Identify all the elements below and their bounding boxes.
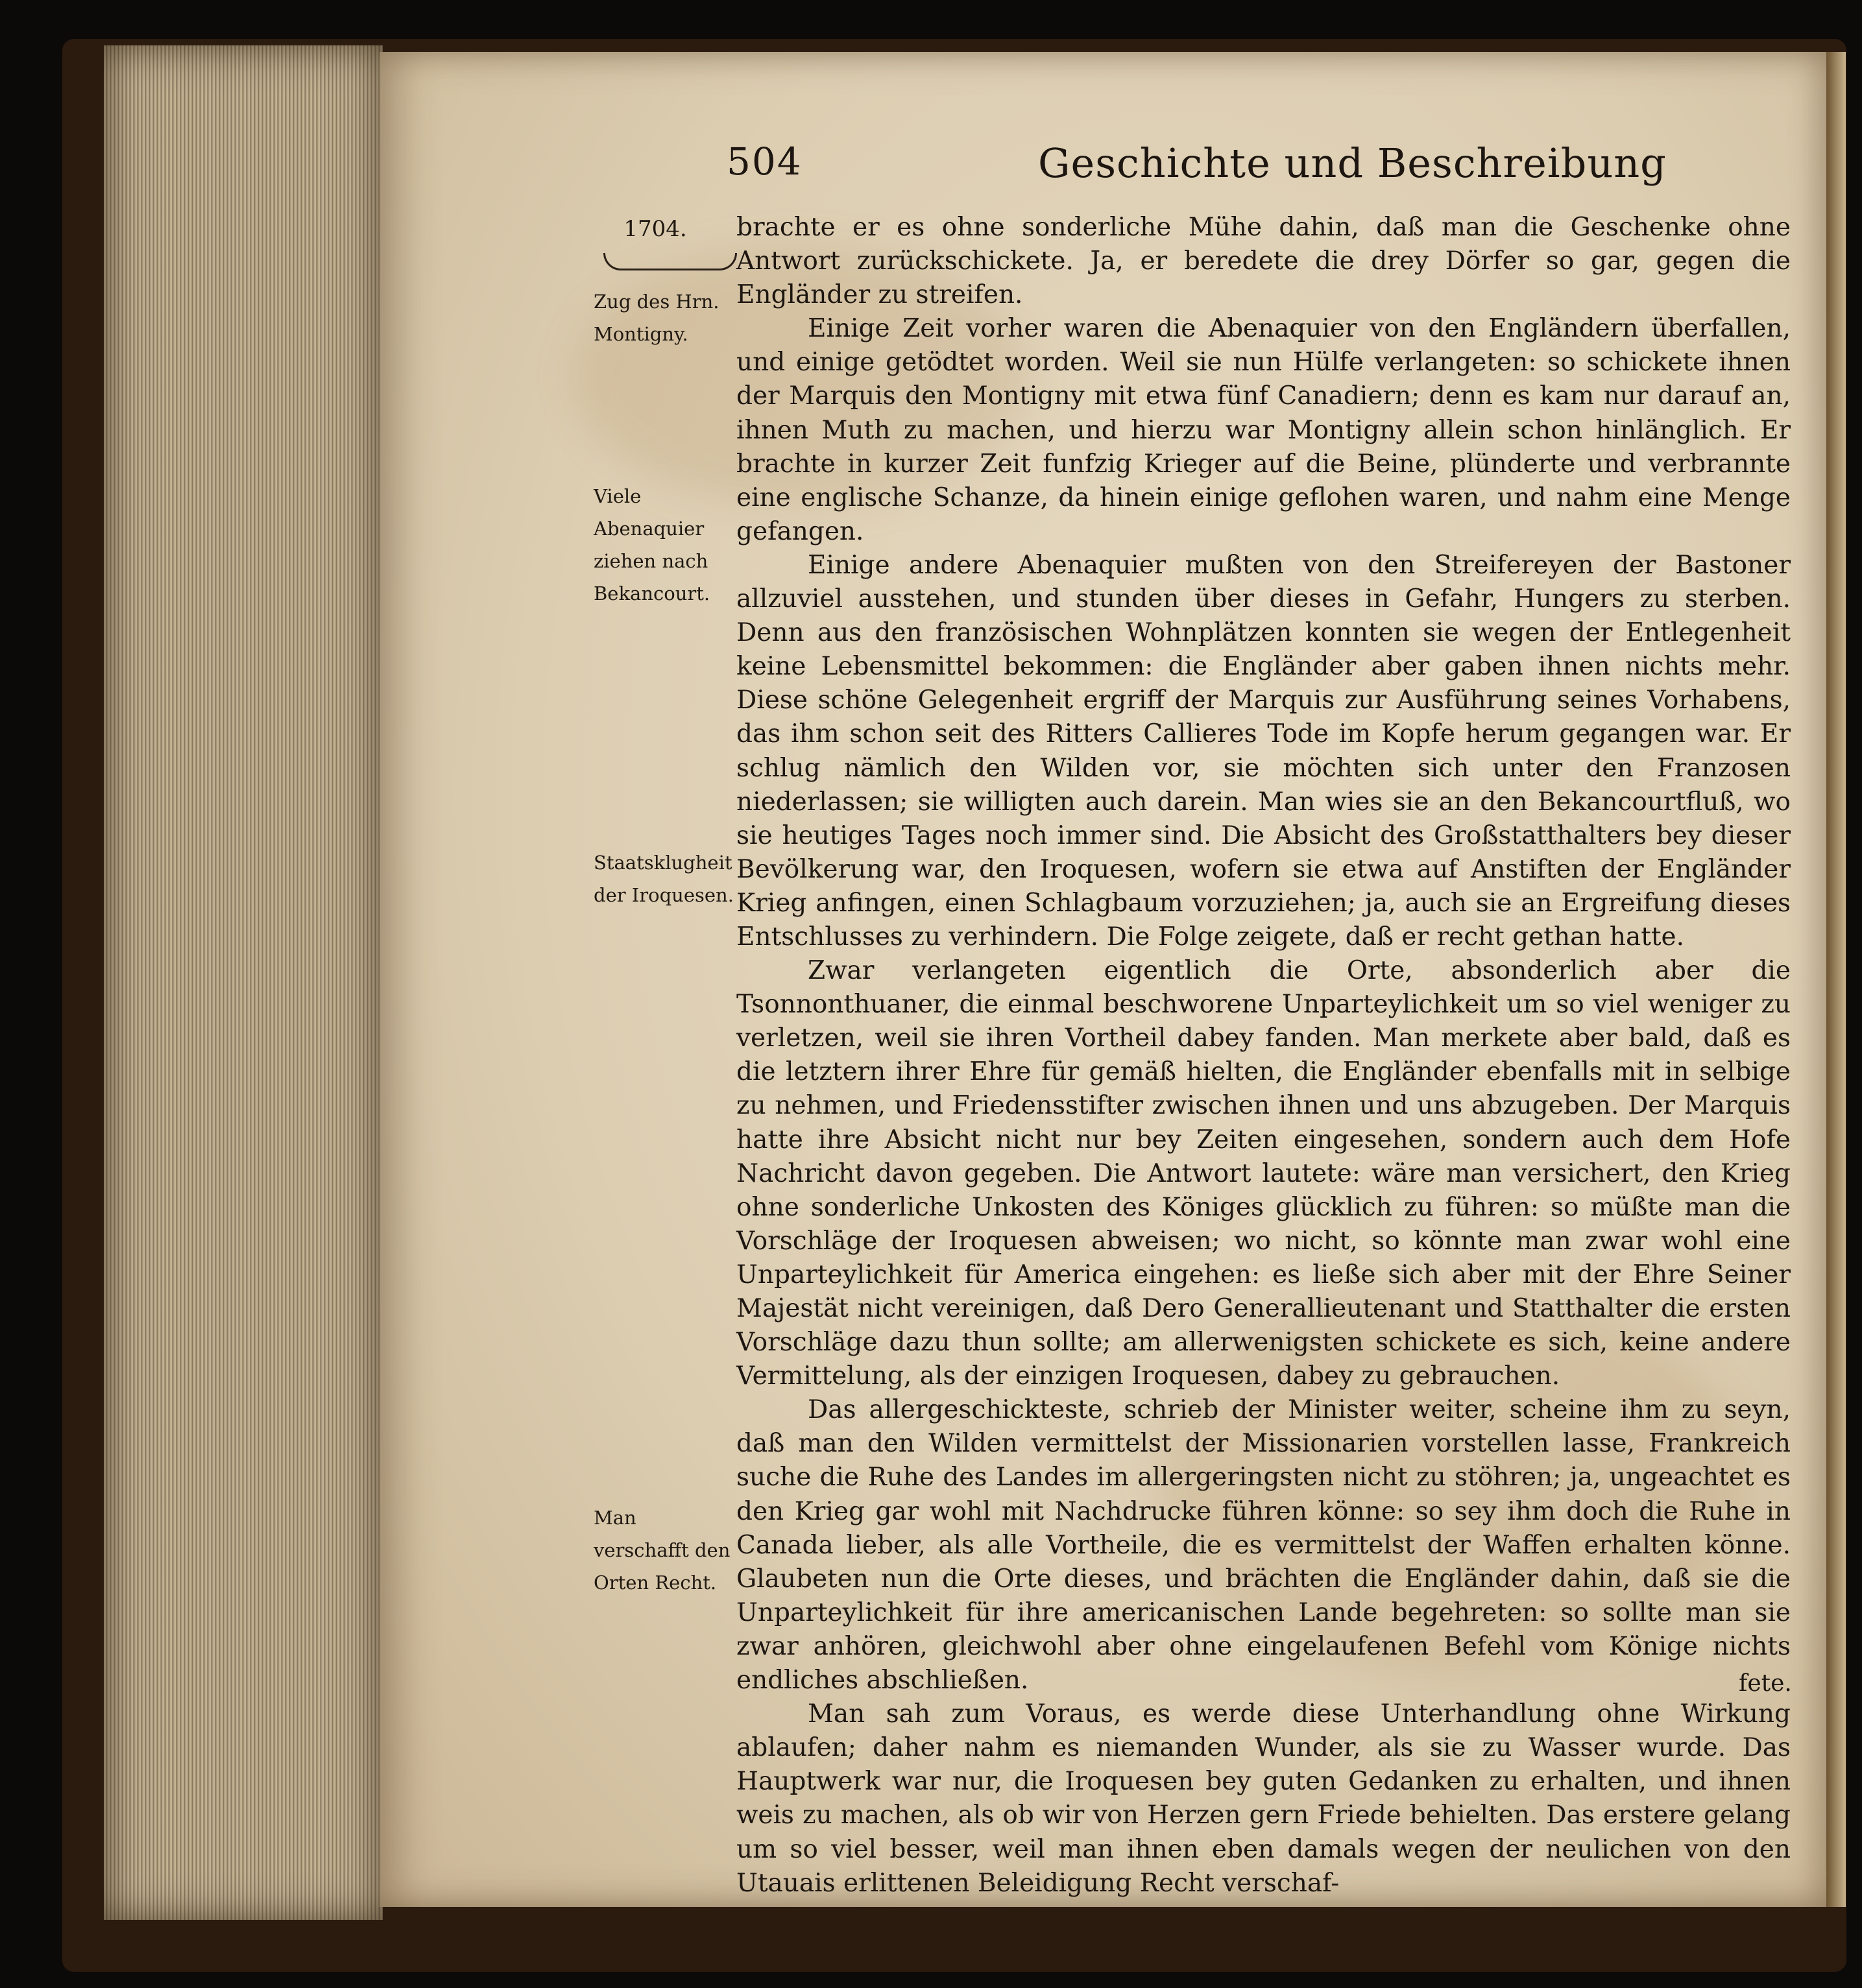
main-text — [736, 211, 1791, 1900]
paragraph: Einige andere Abenaquier mußten von den Streifereyen der Bastoner allzuviel ausstehen, und stunden über dieses in Gefahr, Hungers zu sterben. Denn aus den französischen Wohnplätzen konnten sie wegen der Entlegenheit keine Lebensmittel bekommen: die Engländer aber gaben ihnen nichts mehr. Diese schöne Gelegenheit ergriff der Marquis zur Ausführung seines Vorhabens, das ihm schon seit des Ritters Callieres Tode im Kopfe herum gegangen war. Er schlug nämlich den Wilden vor, sie möchten sich unter den Franzosen niederlassen; sie willigten auch darein. Man wies sie an den Bekancourtfluß, wo sie heutiges Tages noch immer sind. Die Absicht des Großstatthalters bey dieser Bevölkerung war, den Iroquesen, wofern sie etwa auf Anstiften der Engländer Krieg anfingen, einen Schlagbaum vorzuziehen; ja, auch sie an Ergreifung dieses Entschlusses zu verhindern. Die Folge zeigete, daß er recht gethan hatte. — [736, 550, 1791, 952]
paragraph: Einige Zeit vorher waren die Abenaquier von den Engländern überfallen, und einige getödtet worden. Weil sie nun Hülfe verlangeten: so schickete ihnen der Marquis den Montigny mit etwa fünf Canadiern; denn es kam nur darauf an, ihnen Muth zu machen, und hierzu war Montigny allein schon hinlänglich. Er brachte in kurzer Zeit funfzig Krieger auf die Beine, plünderte und verbrannte eine englische Schanze, da hinein einige geflohen waren, und nahm eine Menge gefangen. — [736, 314, 1791, 546]
margin-note-montigny: Zug des Hrn. Montigny. — [594, 291, 719, 345]
paragraph: Das allergeschickteste, schrieb der Minister weiter, scheine ihm zu seyn, daß man den Wilden vermittelst der Missionarien vorstellen lasse, Frankreich suche die Ruhe des Landes im allergeringsten nicht zu stöhren; ja, ungeachtet es den Krieg gar wohl mit Nachdrucke führen könne: so sey ihm doch die Ruhe in Canada lieber, als alle Vortheile, die es vermittelst der Waffen erhalten könne. Glaubeten nun die Orte dieses, und brächten die Engländer dahin, daß sie die Unparteylichkeit für ihre americanischen Lande begehreten: so sollte man sie zwar anhören, gleichwohl aber ohne eingelaufenen Befehl vom Könige nichts endliches abschließen. — [736, 1395, 1791, 1695]
year-brace — [603, 253, 737, 270]
paragraph: Man sah zum Voraus, es werde diese Unterhandlung ohne Wirkung ablaufen; daher nahm es niemanden Wunder, als sie zu Wasser wurde. Das Hauptwerk war nur, die Iroquesen bey guten Gedanken zu erhalten, und ihnen weis zu machen, als ob wir von Herzen gern Friede behielten. Das erstere gelang um so viel besser, weil man ihnen eben damals wegen der neulichen von den Utauais erlittenen Beleidigung Recht verschaf- — [736, 1699, 1791, 1898]
facing-page-edge — [1826, 52, 1846, 1907]
catchword: fete. — [1739, 1670, 1792, 1697]
margin-year: 1704. — [623, 216, 687, 242]
margin-note-recht: Man verschafft den Orten Recht. — [594, 1507, 731, 1594]
margin-note-abenaquier: Viele Abenaquier ziehen nach Bekancourt. — [594, 485, 710, 605]
paragraph: Zwar verlangeten eigentlich die Orte, absonderlich aber die Tsonnonthuaner, die einmal beschworene Unparteylichkeit um so viel weniger zu verletzen, weil sie ihren Vortheil dabey fanden. Man merkete aber bald, daß es die letztern ihrer Ehre für gemäß hielten, die Engländer ebenfalls mit in selbige zu nehmen, und Friedensstifter zwischen ihnen und uns abzugeben. Der Marquis hatte ihre Absicht nicht nur bey Zeiten eingesehen, sondern auch dem Hofe Nachricht davon gegeben. Die Antwort lautete: wäre man versichert, den Krieg ohne sonderliche Unkosten des Königes glücklich zu führen: so müßte man die Vorschläge der Iroquesen abweisen; wo nicht, so könnte man zwar wohl eine Unparteylichkeit für America eingehen: es ließe sich aber mit der Ehre Seiner Majestät nicht vereinigen, daß Dero Generallieutenant und Statthalter die ersten Vorschläge dazu thun sollte; am allerwenigsten schickete es sich, keine andere Vermittelung, als der einzigen Iroquesen, dabey zu gebrauchen. — [736, 956, 1791, 1391]
page-header — [720, 139, 1791, 198]
paragraph: brachte er es ohne sonderliche Mühe dahin, daß man die Geschenke ohne Antwort zurückschickete. Ja, er beredete die drey Dörfer so gar, gegen die Engländer zu streifen. — [736, 213, 1791, 310]
page-stack-edge — [104, 45, 383, 1920]
running-title: Geschichte und Beschreibung — [1038, 139, 1667, 187]
margin-note-iroquesen: Staatsklugheit der Iroquesen. — [594, 852, 734, 906]
page-number: 504 — [727, 139, 803, 184]
